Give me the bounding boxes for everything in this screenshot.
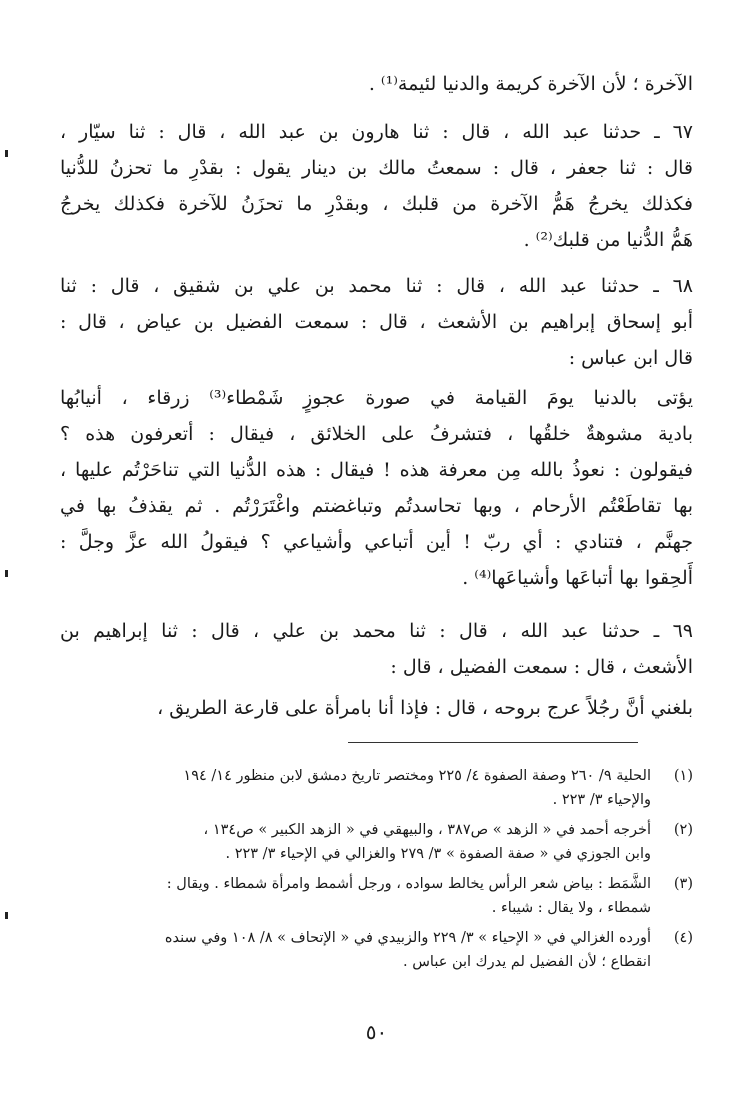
footnote-number: (٣) [673,876,693,892]
text-line: الآخرة ؛ لأن الآخرة كريمة والدنيا لئيمة⁽¹⁾ . [368,73,693,95]
text-line: أبو إسحاق إبراهيم بن الأشعث ، قال : سمعت الفضيل بن عياض ، قال : [60,311,693,333]
text-line: هَمُّ الدُّنيا من قلبك⁽²⁾ . [523,229,693,251]
text-line: قال : ثنا جعفر ، قال : سمعتُ مالك بن دينار يقول : بقدْرِ ما تحزنُ للدُّنيا [60,157,693,179]
footnote-2 [60,818,693,866]
footnote-line: الحلية ٩/ ٢٦٠ وصفة الصفوة ٤/ ٢٢٥ ومختصر تاريخ دمشق لابن منظور ١٤/ ١٩٤ [183,768,651,784]
text-line: الأشعث ، قال : سمعت الفضيل ، قال : [390,656,693,678]
scan-mark [5,150,8,157]
footnote-separator [348,742,638,743]
footnote-3 [60,872,693,920]
footnote-1 [60,764,693,812]
footnote-line: أخرجه أحمد في « الزهد » ص٣٨٧ ، والبيهقي في « الزهد الكبير » ص١٣٤ ، [203,822,651,838]
footnote-line: وابن الجوزي في « صفة الصفوة » ٣/ ٢٧٩ والغزالي في الإحياء ٣/ ٢٢٣ . [225,846,651,862]
footnote-number: (٤) [673,930,693,946]
footnote-line: شمطاء ، ولا يقال : شيباء . [491,900,651,916]
text-line: قال ابن عباس : [568,347,693,369]
scan-mark [5,912,8,919]
scan-mark [5,570,8,577]
text-line: فكذلك يخرجُ هَمُّ الآخرة من قلبك ، وبقدْرِ ما تحزَنُ للآخرة فكذلك يخرجُ [60,193,693,215]
footnote-number: (١) [673,768,693,784]
hadith-68-text [60,380,693,596]
text-line: بادية مشوهةٌ خلقُها ، فتشرفُ على الخلائق ، فيقال : أتعرفون هذه ؟ [60,423,693,445]
text-line: ٦٧ ـ حدثنا عبد الله ، قال : ثنا هارون بن عبد الله ، قال : ثنا سيّار ، [60,121,693,143]
page-number: ٥٠ [365,1020,388,1044]
text-line: بلغني أنَّ رجُلاً عرج بروحه ، قال : فإذا أنا بامرأة على قارعة الطريق ، [157,697,693,719]
hadith-67 [60,114,693,258]
text-line: ٦٩ ـ حدثنا عبد الله ، قال : ثنا محمد بن علي ، قال : ثنا إبراهيم بن [60,620,693,642]
text-line: فيقولون : نعوذُ بالله مِن معرفة هذه ! فيقال : هذه الدُّنيا التي تناحَرْتُم عليها ، [60,459,693,481]
hadith-68 [60,268,693,376]
text-line: بها تقاطَعْتُم الأرحام ، وبها تحاسدتُم وتباغضتم واغْتَرَرْتُم . ثم يقذفُ بها في [60,495,693,517]
footnote-line: الشَّمَط : بياض شعر الرأس يخالط سواده ، ورجل أشمط وامرأة شمطاء . ويقال : [166,876,651,892]
hadith-69 [60,613,693,685]
text-block-0 [60,66,693,102]
footnotes [60,764,693,974]
hadith-69-text [60,690,693,726]
footnote-line: والإحياء ٣/ ٢٢٣ . [552,792,651,808]
text-line: ٦٨ ـ حدثنا عبد الله ، قال : ثنا محمد بن علي بن شقيق ، قال : ثنا [60,275,693,297]
text-line: أَلحِقوا بها أتباعَها وأشياعَها⁽⁴⁾ . [462,567,693,589]
text-line: جهنَّم ، فتنادي : أي ربّ ! أين أتباعي وأشياعي ؟ فيقولُ الله عزَّ وجلَّ : [60,531,693,553]
footnote-line: أورده الغزالي في « الإحياء » ٣/ ٢٢٩ والزبيدي في « الإتحاف » ٨/ ١٠٨ وفي سنده [164,930,651,946]
footnote-4 [60,926,693,974]
text-line: يؤتى بالدنيا يومَ القيامة في صورة عجوزٍ شَمْطاء⁽³⁾ زرقاء ، أنيابُها [60,387,693,409]
footnote-number: (٢) [673,822,693,838]
footnote-line: انقطاع ؛ لأن الفضيل لم يدرك ابن عباس . [402,954,651,970]
